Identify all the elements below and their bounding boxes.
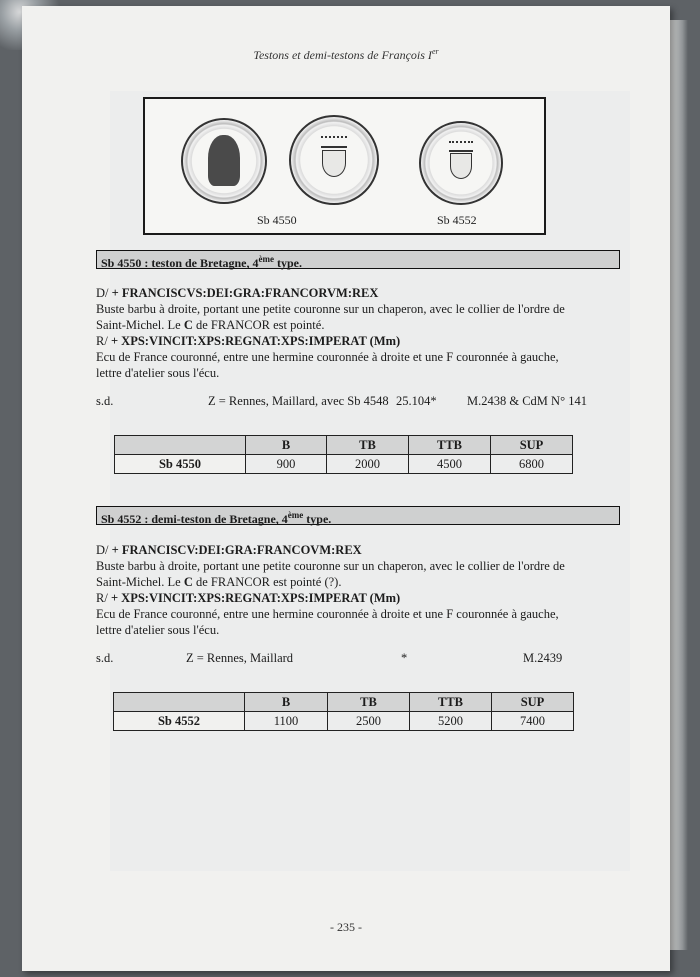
coin-caption-4552: Sb 4552 xyxy=(437,213,477,227)
obverse-legend: + FRANCISCVS:DEI:GRA:FRANCORVM:REX xyxy=(111,286,379,300)
shield-mark xyxy=(322,150,346,178)
obverse-legend: + FRANCISCV:DEI:GRA:FRANCOVM:REX xyxy=(111,543,362,557)
reference-row-4550: s.d. Z = Rennes, Maillard, avec Sb 4548 25.104* M.2438 & CdM N° 141 xyxy=(96,394,587,408)
reverse-legend: + XPS:VINCIT:XPS:REGNAT:XPS:IMPERAT (Mm) xyxy=(110,334,401,348)
coin-reverse-4552 xyxy=(419,121,503,205)
reverse-legend: + XPS:VINCIT:XPS:REGNAT:XPS:IMPERAT (Mm) xyxy=(110,591,401,605)
bust-portrait xyxy=(208,135,241,186)
page-edge xyxy=(670,20,688,950)
entry-description-4552: D/ + FRANCISCV:DEI:GRA:FRANCOVM:REX Buste barbu à droite, portant une petite couronne sur un chaperon, avec le collier de l'ordre de Saint-Michel. Le C de FRANCOR est pointé (?). R/ + XPS:VINCIT:XPS:REGNAT:XPS:IMPERAT (Mm) Ecu de France couronné, entre une hermine couronnée à droite et une F couronnée à gauche, lettre d'atelier sous l'écu. xyxy=(96,543,565,637)
entry-description-4550: D/ + FRANCISCVS:DEI:GRA:FRANCORVM:REX Buste barbu à droite, portant une petite couronne sur un chaperon, avec le collier de l'ordre de Saint-Michel. Le C de FRANCOR est pointé. R/ + XPS:VINCIT:XPS:REGNAT:XPS:IMPERAT (Mm) Ecu de France couronné, entre une hermine couronnée à droite et une F couronnée à gauche, lettre d'atelier sous l'écu. xyxy=(96,286,565,380)
coin-reverse-4550 xyxy=(289,115,379,205)
crown-mark xyxy=(321,136,347,148)
price-table-4550: B TB TTB SUP Sb 4550 900 2000 4500 6800 xyxy=(114,435,573,474)
coin-caption-4550: Sb 4550 xyxy=(257,213,297,227)
coin-obverse-4550 xyxy=(181,118,267,204)
running-header: Testons et demi-testons de François Ier xyxy=(253,47,439,62)
crown-mark xyxy=(449,141,473,152)
shield-mark xyxy=(450,153,472,179)
document-page xyxy=(22,6,670,971)
reference-row-4552: s.d. Z = Rennes, Maillard * M.2439 xyxy=(96,651,563,665)
entry-heading-4552: Sb 4552 : demi-teston de Bretagne, 4ème type. xyxy=(96,506,620,525)
page-number: - 235 - xyxy=(330,920,362,934)
coin-illustration-box xyxy=(143,97,546,235)
price-table-4552: B TB TTB SUP Sb 4552 1100 2500 5200 7400 xyxy=(113,692,574,731)
entry-heading-4550: Sb 4550 : teston de Bretagne, 4ème type. xyxy=(96,250,620,269)
